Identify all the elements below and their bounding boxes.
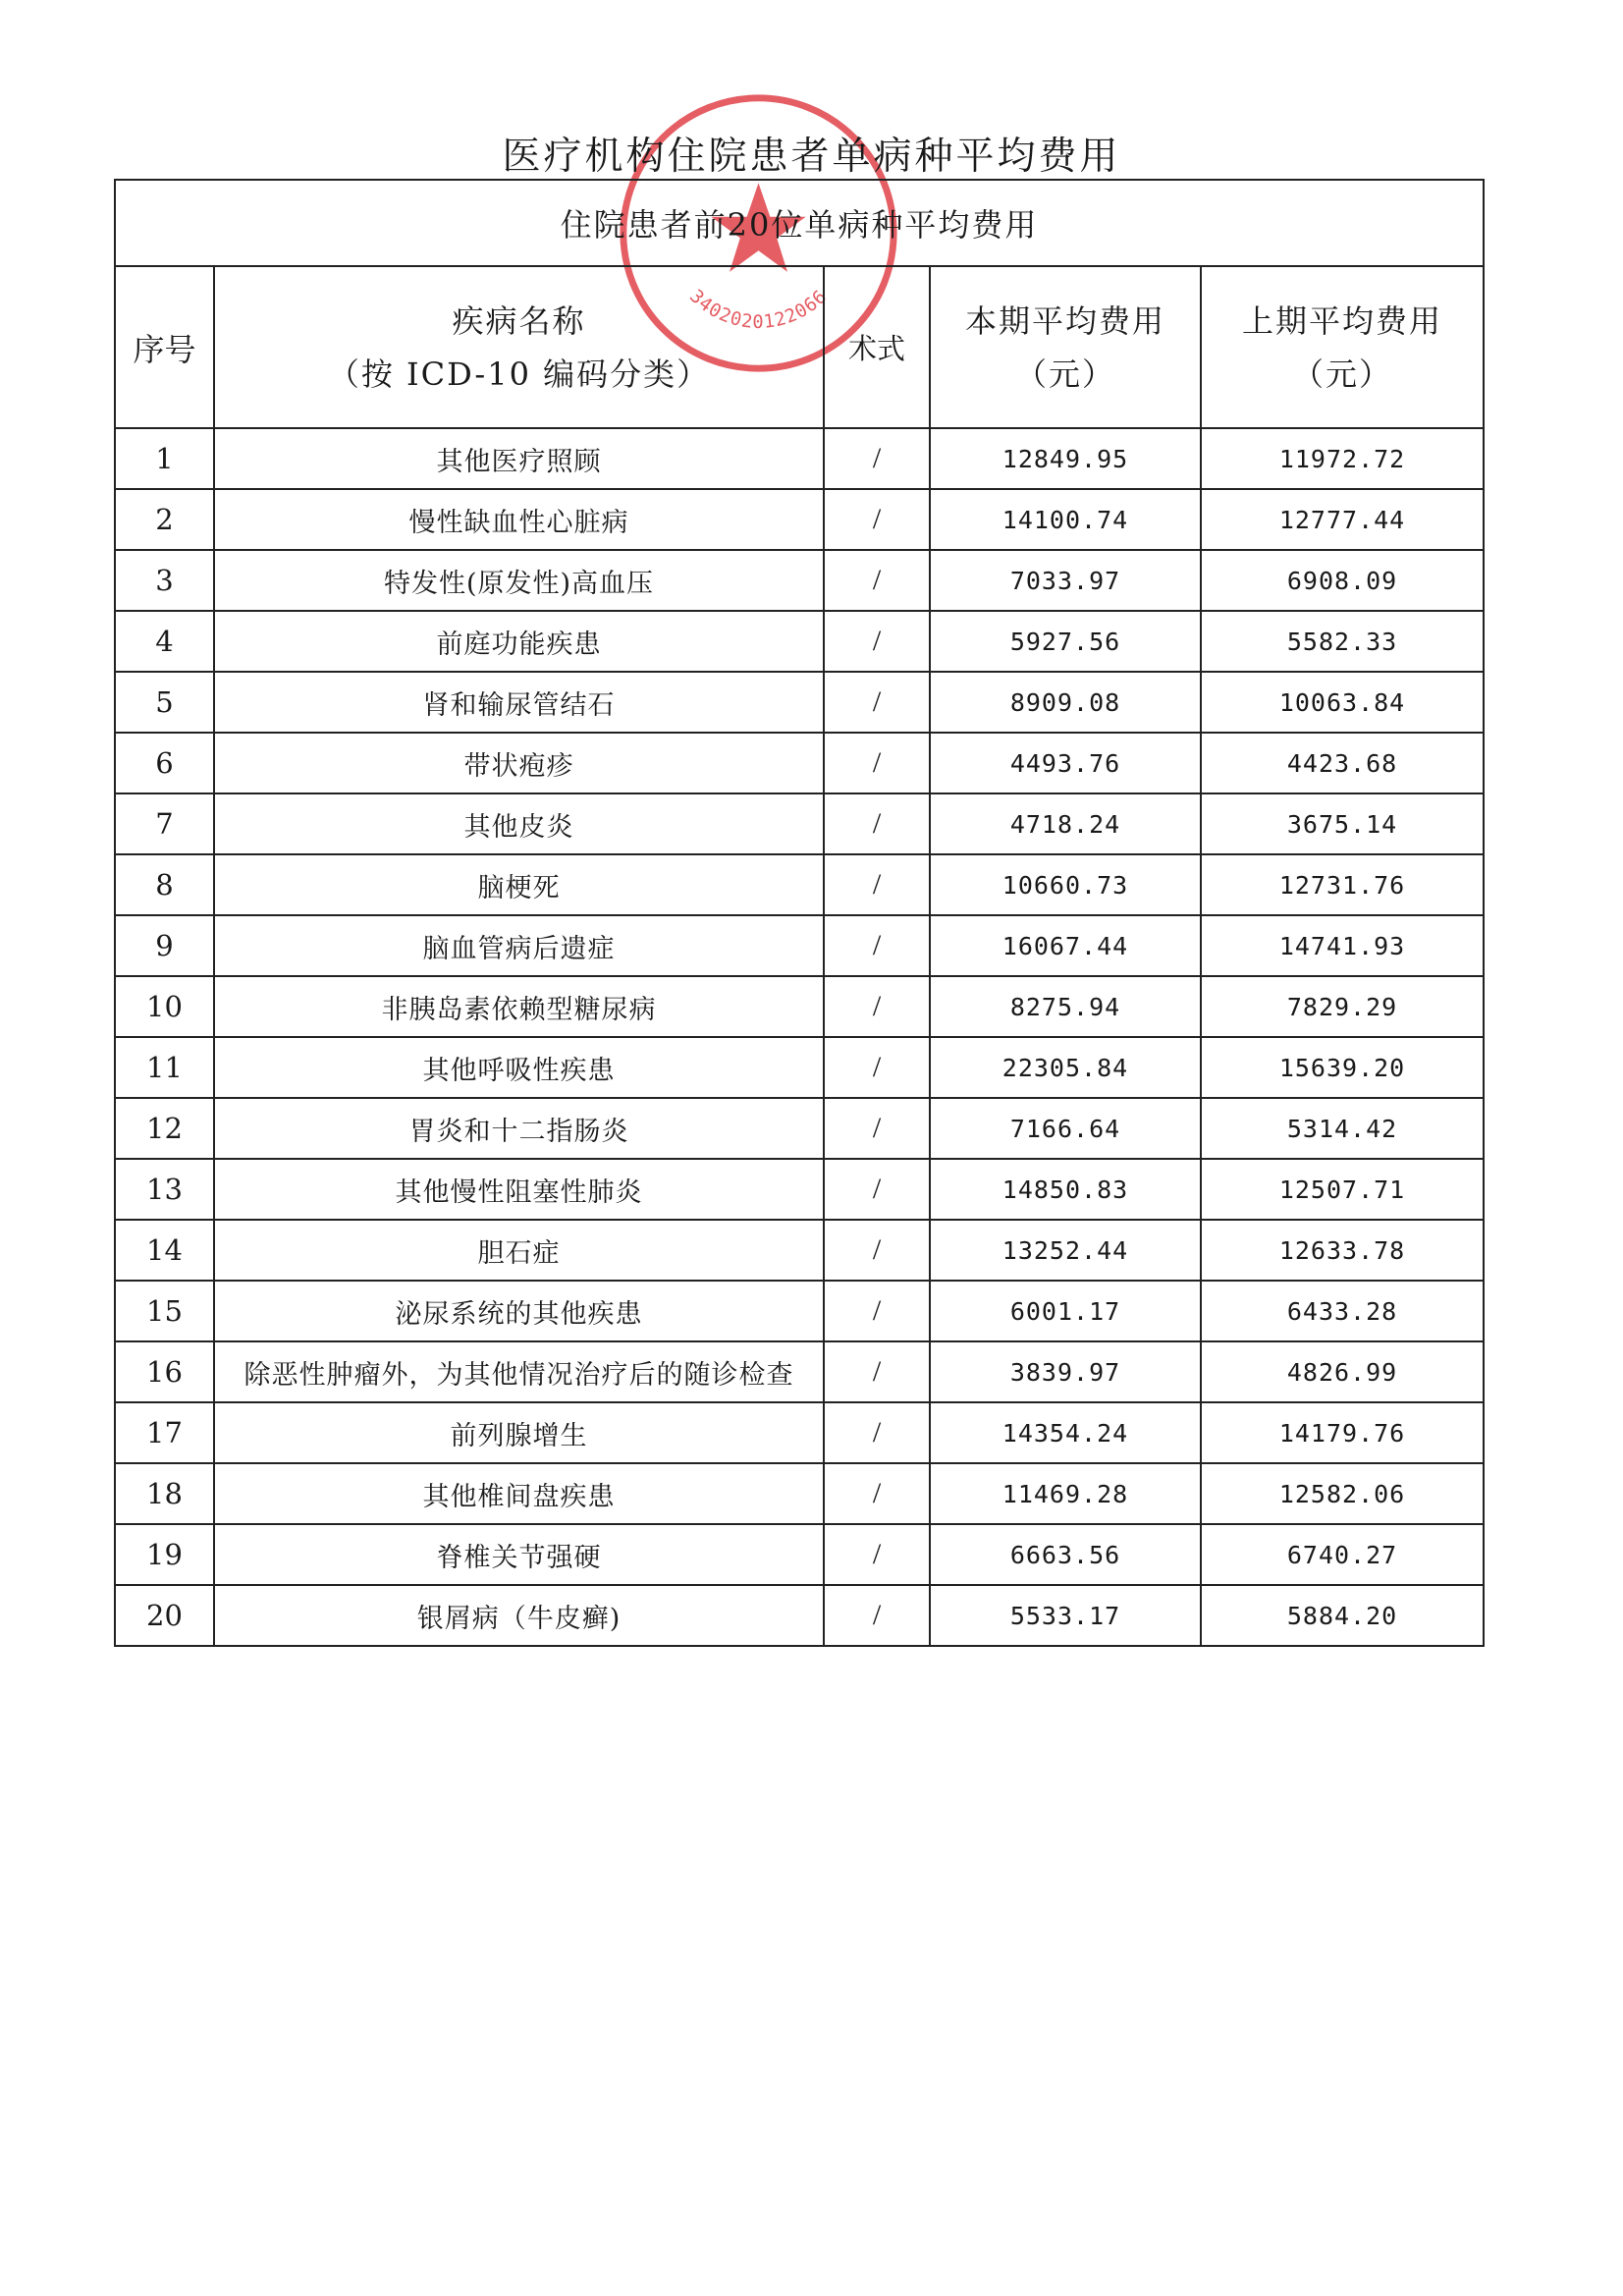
table-row xyxy=(115,1402,1484,1463)
table-row xyxy=(115,1098,1484,1159)
cell-previous-cost: 14179.76 xyxy=(1201,1402,1484,1463)
cell-seq: 20 xyxy=(115,1585,214,1646)
header-disease xyxy=(214,266,824,428)
cell-current-cost: 14354.24 xyxy=(930,1402,1201,1463)
table-row xyxy=(115,1585,1484,1646)
table-row xyxy=(115,672,1484,733)
cell-disease-name: 脊椎关节强硬 xyxy=(214,1524,824,1585)
cell-surgery: / xyxy=(824,793,930,854)
cell-disease-name: 特发性(原发性)高血压 xyxy=(214,550,824,611)
cell-surgery: / xyxy=(824,1463,930,1524)
cell-disease-name: 其他呼吸性疾患 xyxy=(214,1037,824,1098)
cost-table xyxy=(114,179,1485,1647)
cell-disease-name: 其他皮炎 xyxy=(214,793,824,854)
cell-disease-name: 其他医疗照顾 xyxy=(214,428,824,489)
cell-current-cost: 14850.83 xyxy=(930,1159,1201,1220)
cell-surgery: / xyxy=(824,1098,930,1159)
document-title: 医疗机构住院患者单病种平均费用 xyxy=(502,135,1121,179)
cell-current-cost: 10660.73 xyxy=(930,854,1201,915)
cell-current-cost: 5927.56 xyxy=(930,611,1201,672)
cell-disease-name: 带状疱疹 xyxy=(214,733,824,793)
cell-seq: 1 xyxy=(115,428,214,489)
cell-previous-cost: 6740.27 xyxy=(1201,1524,1484,1585)
table-row xyxy=(115,976,1484,1037)
cell-disease-name: 脑梗死 xyxy=(214,854,824,915)
cell-current-cost: 4718.24 xyxy=(930,793,1201,854)
cell-surgery: / xyxy=(824,1220,930,1281)
cell-previous-cost: 12507.71 xyxy=(1201,1159,1484,1220)
cell-surgery: / xyxy=(824,915,930,976)
header-disease-line1: 疾病名称 xyxy=(452,301,586,340)
cell-surgery: / xyxy=(824,1159,930,1220)
cell-surgery: / xyxy=(824,733,930,793)
cell-disease-name: 前列腺增生 xyxy=(214,1402,824,1463)
cell-disease-name: 其他慢性阻塞性肺炎 xyxy=(214,1159,824,1220)
cell-previous-cost: 10063.84 xyxy=(1201,672,1484,733)
table-row xyxy=(115,793,1484,854)
cell-current-cost: 4493.76 xyxy=(930,733,1201,793)
cell-current-cost: 5533.17 xyxy=(930,1585,1201,1646)
cell-surgery: / xyxy=(824,672,930,733)
table-row xyxy=(115,1463,1484,1524)
cell-disease-name: 肾和输尿管结石 xyxy=(214,672,824,733)
cell-seq: 17 xyxy=(115,1402,214,1463)
cell-surgery: / xyxy=(824,1037,930,1098)
cell-current-cost: 13252.44 xyxy=(930,1220,1201,1281)
cell-previous-cost: 14741.93 xyxy=(1201,915,1484,976)
cell-surgery: / xyxy=(824,1585,930,1646)
cell-seq: 15 xyxy=(115,1281,214,1341)
cell-disease-name: 胃炎和十二指肠炎 xyxy=(214,1098,824,1159)
cell-previous-cost: 12777.44 xyxy=(1201,489,1484,550)
table-row xyxy=(115,428,1484,489)
cell-seq: 3 xyxy=(115,550,214,611)
cell-previous-cost: 6908.09 xyxy=(1201,550,1484,611)
cell-surgery: / xyxy=(824,611,930,672)
table-row xyxy=(115,489,1484,550)
cell-disease-name: 前庭功能疾患 xyxy=(214,611,824,672)
cell-seq: 9 xyxy=(115,915,214,976)
cell-disease-name: 慢性缺血性心脏病 xyxy=(214,489,824,550)
header-seq: 序号 xyxy=(115,266,214,428)
header-surgery: 术式 xyxy=(824,266,930,428)
table-row xyxy=(115,1341,1484,1402)
cell-disease-name: 除恶性肿瘤外，为其他情况治疗后的随诊检查 xyxy=(214,1341,824,1402)
header-previous-line2: （元） xyxy=(1292,355,1393,393)
cell-disease-name: 其他椎间盘疾患 xyxy=(214,1463,824,1524)
cell-surgery: / xyxy=(824,1281,930,1341)
table-row xyxy=(115,854,1484,915)
cell-disease-name: 泌尿系统的其他疾患 xyxy=(214,1281,824,1341)
table-row xyxy=(115,611,1484,672)
cell-seq: 5 xyxy=(115,672,214,733)
header-previous xyxy=(1201,266,1484,428)
cell-seq: 13 xyxy=(115,1159,214,1220)
cell-surgery: / xyxy=(824,550,930,611)
cell-seq: 19 xyxy=(115,1524,214,1585)
cell-seq: 6 xyxy=(115,733,214,793)
cell-seq: 10 xyxy=(115,976,214,1037)
cell-previous-cost: 4423.68 xyxy=(1201,733,1484,793)
seal-code: 3402020122066 xyxy=(685,286,832,333)
cell-surgery: / xyxy=(824,976,930,1037)
cell-disease-name: 银屑病（牛皮癣) xyxy=(214,1585,824,1646)
table-row xyxy=(115,1281,1484,1341)
cell-surgery: / xyxy=(824,428,930,489)
cell-previous-cost: 5884.20 xyxy=(1201,1585,1484,1646)
cell-seq: 12 xyxy=(115,1098,214,1159)
cell-previous-cost: 12633.78 xyxy=(1201,1220,1484,1281)
cell-current-cost: 11469.28 xyxy=(930,1463,1201,1524)
cell-previous-cost: 11972.72 xyxy=(1201,428,1484,489)
cell-current-cost: 7166.64 xyxy=(930,1098,1201,1159)
table-subtitle: 住院患者前20位单病种平均费用 xyxy=(115,180,1484,266)
cell-current-cost: 12849.95 xyxy=(930,428,1201,489)
header-previous-line1: 上期平均费用 xyxy=(1242,301,1443,340)
cell-previous-cost: 4826.99 xyxy=(1201,1341,1484,1402)
cell-current-cost: 7033.97 xyxy=(930,550,1201,611)
table-row xyxy=(115,915,1484,976)
cell-previous-cost: 3675.14 xyxy=(1201,793,1484,854)
table-row xyxy=(115,1220,1484,1281)
cell-previous-cost: 12582.06 xyxy=(1201,1463,1484,1524)
cell-seq: 2 xyxy=(115,489,214,550)
cell-current-cost: 14100.74 xyxy=(930,489,1201,550)
header-current-line1: 本期平均费用 xyxy=(964,301,1165,340)
cell-current-cost: 6001.17 xyxy=(930,1281,1201,1341)
cell-current-cost: 8275.94 xyxy=(930,976,1201,1037)
cell-seq: 18 xyxy=(115,1463,214,1524)
cell-seq: 16 xyxy=(115,1341,214,1402)
header-disease-line2: （按 ICD-10 编码分类） xyxy=(327,355,711,393)
cell-disease-name: 非胰岛素依赖型糖尿病 xyxy=(214,976,824,1037)
cell-surgery: / xyxy=(824,1402,930,1463)
cell-surgery: / xyxy=(824,1524,930,1585)
table-header-row xyxy=(115,266,1484,428)
header-current-line2: （元） xyxy=(1014,355,1115,393)
cell-previous-cost: 15639.20 xyxy=(1201,1037,1484,1098)
cell-disease-name: 胆石症 xyxy=(214,1220,824,1281)
cell-previous-cost: 5314.42 xyxy=(1201,1098,1484,1159)
cell-previous-cost: 5582.33 xyxy=(1201,611,1484,672)
table-row xyxy=(115,1524,1484,1585)
table-row xyxy=(115,733,1484,793)
cell-seq: 7 xyxy=(115,793,214,854)
cell-disease-name: 脑血管病后遗症 xyxy=(214,915,824,976)
table-row xyxy=(115,1037,1484,1098)
table-row xyxy=(115,1159,1484,1220)
cell-seq: 11 xyxy=(115,1037,214,1098)
cell-previous-cost: 7829.29 xyxy=(1201,976,1484,1037)
cell-seq: 4 xyxy=(115,611,214,672)
cell-surgery: / xyxy=(824,489,930,550)
cell-seq: 8 xyxy=(115,854,214,915)
cell-surgery: / xyxy=(824,854,930,915)
cell-current-cost: 16067.44 xyxy=(930,915,1201,976)
cell-surgery: / xyxy=(824,1341,930,1402)
cell-current-cost: 8909.08 xyxy=(930,672,1201,733)
cell-seq: 14 xyxy=(115,1220,214,1281)
cell-current-cost: 3839.97 xyxy=(930,1341,1201,1402)
table-row xyxy=(115,550,1484,611)
cell-previous-cost: 12731.76 xyxy=(1201,854,1484,915)
header-current xyxy=(930,266,1201,428)
cell-current-cost: 6663.56 xyxy=(930,1524,1201,1585)
cell-current-cost: 22305.84 xyxy=(930,1037,1201,1098)
cell-previous-cost: 6433.28 xyxy=(1201,1281,1484,1341)
